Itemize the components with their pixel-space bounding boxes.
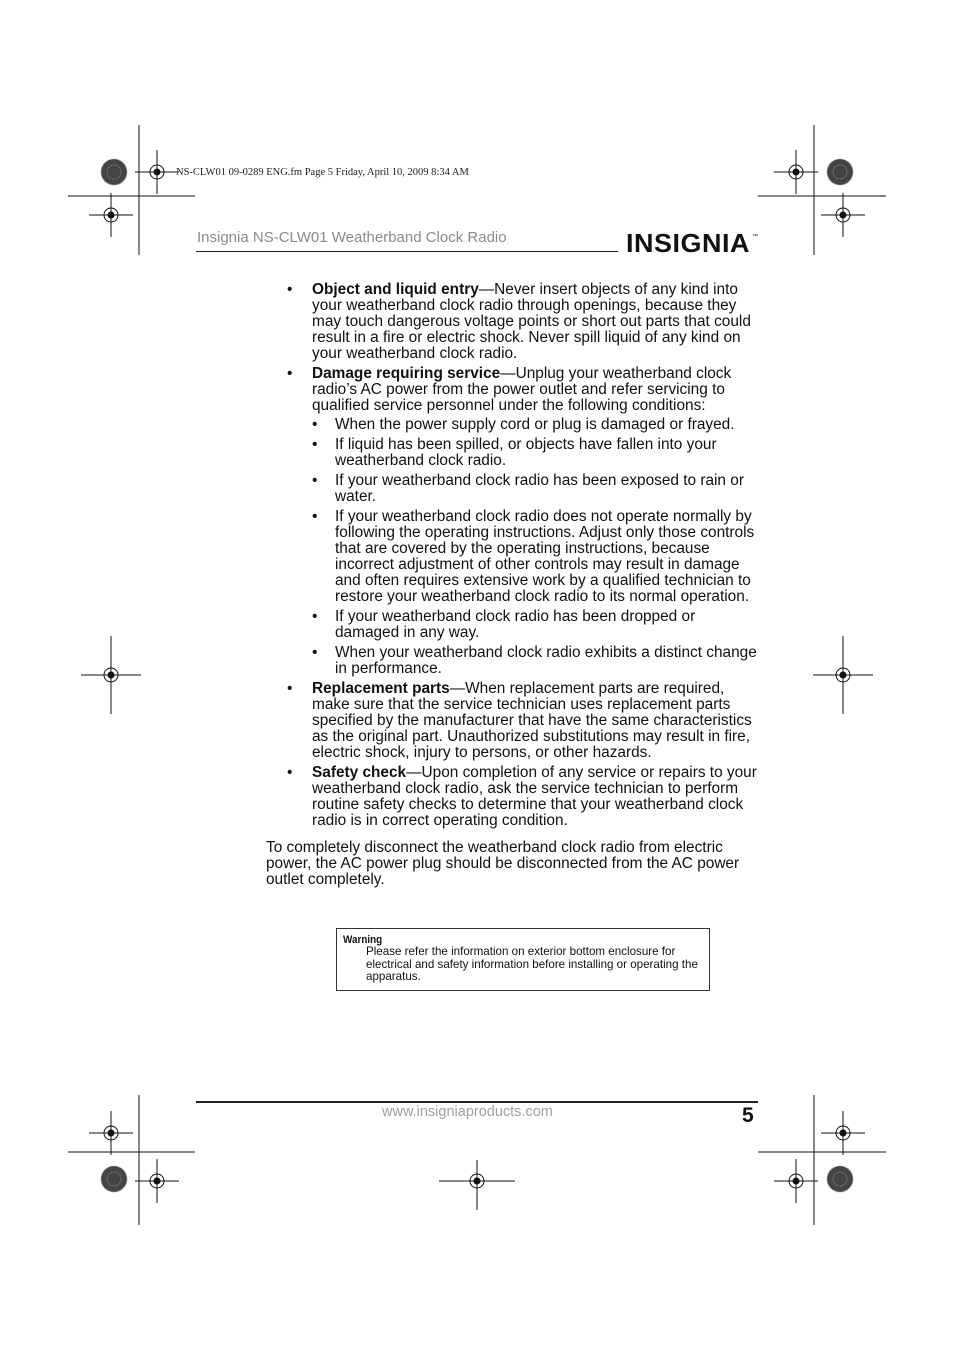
list-item (266, 282, 758, 362)
registration-target (135, 1159, 179, 1203)
bullet-term: Replacement parts (312, 680, 450, 697)
main-content (266, 282, 758, 888)
sub-list-item: • If liquid has been spilled, or objects have fallen into your weatherband clock radio. (312, 437, 758, 469)
registration-target (89, 1111, 133, 1155)
list-item (266, 366, 758, 677)
sub-list-item: • When the power supply cord or plug is damaged or frayed. (312, 417, 758, 433)
bullet-term: Damage requiring service (312, 365, 501, 382)
svg-text:™: ™ (752, 234, 758, 240)
registration-target (774, 150, 818, 194)
bullet-text: —Upon completion of any service or repairs to your weatherband clock radio, ask the service technician to perform routine safety checks to determine that your weatherband clock radio is in correct operating condition. (312, 764, 757, 829)
sub-list-item: • If your weatherband clock radio does not operate normally by following the operating instructions. Adjust only those controls that are covered by the operating instructions, because incorrect adjustment of other controls may result in damage and often requires extensive work by a qualified technician to restore your weatherband clock radio to its normal operation. (312, 509, 758, 605)
sub-list-item: • If your weatherband clock radio has been exposed to rain or water. (312, 473, 758, 505)
sub-list-item: • If your weatherband clock radio has been dropped or damaged in any way. (312, 609, 758, 641)
registration-target (813, 668, 873, 682)
sub-list-item: • When your weatherband clock radio exhibits a distinct change in performance. (312, 645, 758, 677)
bullet-term: Object and liquid entry (312, 281, 479, 298)
registration-target (135, 150, 179, 194)
conditions-list (312, 417, 758, 677)
warning-title: Warning (343, 934, 383, 946)
svg-text:INSIGNIA: INSIGNIA (626, 228, 750, 258)
warning-body: Please refer the information on exterior bottom enclosure for electrical and safety information before installing or operating the apparatus. (366, 945, 698, 984)
header-rule (196, 251, 618, 252)
bullet-text: —Never insert objects of any kind into your weatherband clock radio through openings, because they may touch dangerous voltage points or short out parts that could result in a fire or electric shock. Never spill liquid of any kind on your weatherband clock radio. (312, 281, 751, 362)
footer-url: www.insigniaproducts.com (382, 1104, 553, 1120)
list-item (266, 681, 758, 761)
registration-target (821, 1111, 865, 1155)
registration-target (439, 1174, 515, 1188)
bullet-term: Safety check (312, 764, 407, 781)
registration-target (89, 193, 133, 237)
footer-rule (196, 1101, 758, 1103)
print-slug: NS-CLW01 09-0289 ENG.fm Page 5 Friday, April 10, 2009 8:34 AM (176, 167, 469, 178)
closing-paragraph: To completely disconnect the weatherband clock radio from electric power, the AC power plug should be disconnected from the AC power outlet completely. (266, 839, 740, 888)
page-number: 5 (742, 1104, 754, 1127)
warning-box (336, 928, 710, 991)
safety-list (266, 282, 758, 829)
list-item (266, 765, 758, 829)
registration-target (821, 193, 865, 237)
running-header-title: Insignia NS-CLW01 Weatherband Clock Radio (197, 229, 507, 246)
registration-target (774, 1159, 818, 1203)
bullet-text: —Unplug your weatherband clock radio’s AC power from the power outlet and refer servicing to qualified service personnel under the following conditions: (312, 365, 732, 414)
bullet-text: —When replacement parts are required, make sure that the service technician uses replacement parts specified by the manufacturer that have the same characteristics as the original part. Unauthorized substitutions may result in fire, electric shock, injury to persons, or other hazards. (312, 680, 752, 761)
registration-target (81, 668, 141, 682)
insignia-logo (626, 226, 760, 262)
